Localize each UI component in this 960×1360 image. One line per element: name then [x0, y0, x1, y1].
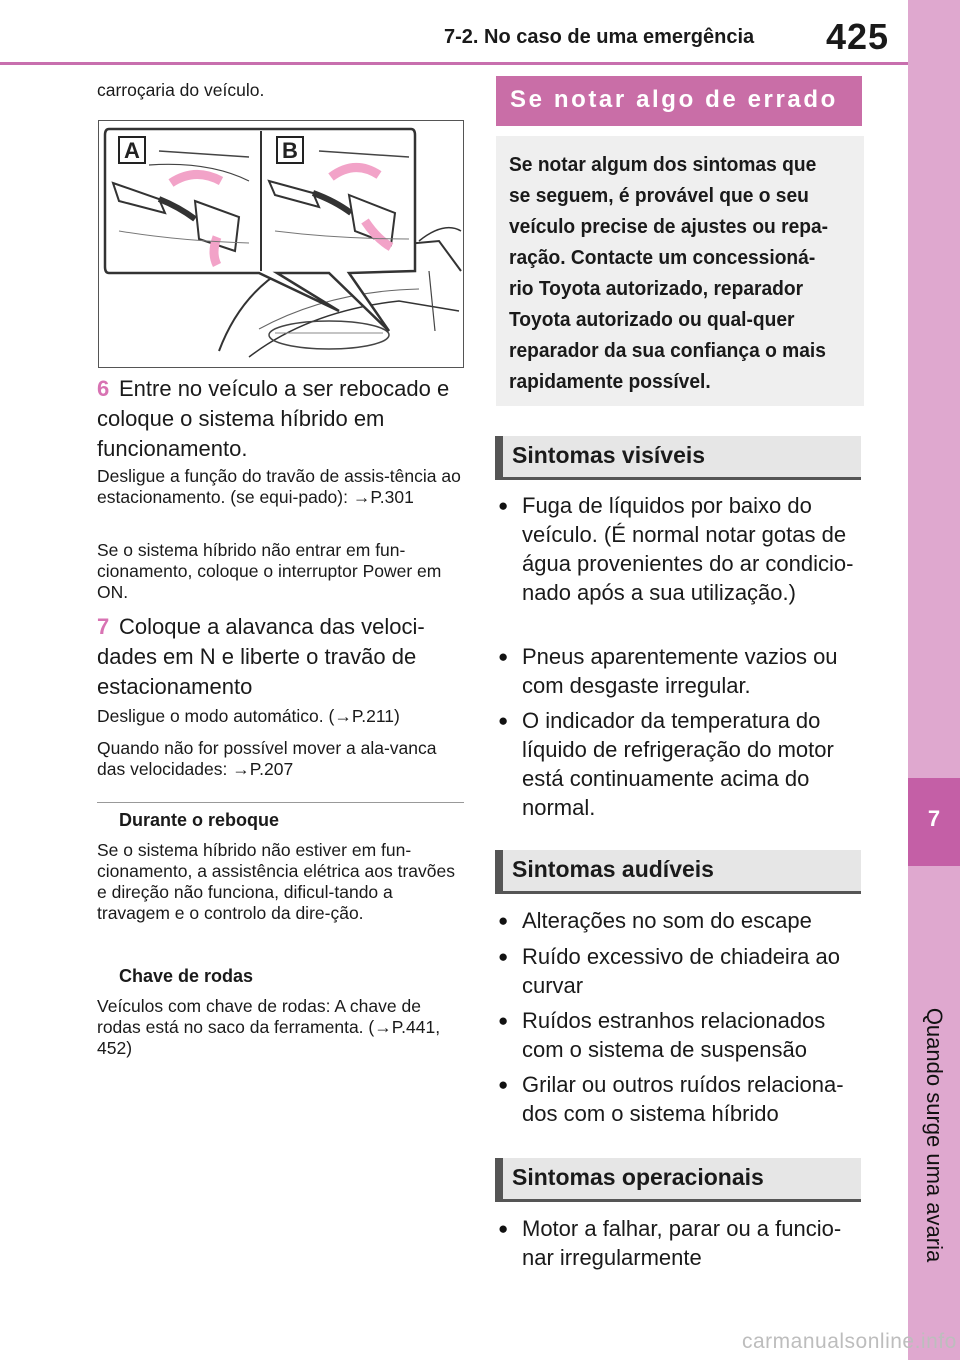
- list-item: ● Ruído excessivo de chiadeira ao curvar: [498, 942, 864, 1000]
- list-item: ● Fuga de líquidos por baixo do veículo. (É normal notar gotas de água provenientes do ar condicio-nado após a sua utilização.): [498, 491, 864, 607]
- chapter-title: Quando surge uma avaria: [922, 1007, 947, 1263]
- step-7-note-1: Desligue o modo automático. (→P.211): [97, 706, 400, 726]
- intro-text: carroçaria do veículo.: [97, 80, 265, 100]
- step-7-text: Coloque a alavanca das veloci-dades em N e liberte o travão de estacionamento: [97, 614, 425, 699]
- step-6: [97, 374, 467, 464]
- figure-label-b: B: [282, 138, 298, 163]
- chapter-number: 7: [927, 806, 941, 831]
- step-7-number: 7: [97, 614, 110, 639]
- list-item: ● Alterações no som do escape: [498, 906, 864, 935]
- audiveis-title: Sintomas audíveis: [512, 856, 714, 882]
- list-item: ● Grilar ou outros ruídos relaciona-dos com o sistema híbrido: [498, 1070, 864, 1128]
- step-6-text: Entre no veículo a ser rebocado e coloque o sistema híbrido em funcionamento.: [97, 376, 450, 461]
- section-title: 7-2. No caso de uma emergência: [444, 26, 755, 48]
- towing-eyelet-illustration: [98, 120, 464, 368]
- list-item: ● Pneus aparentemente vazios ou com desgaste irregular.: [498, 642, 864, 700]
- operacionais-title: Sintomas operacionais: [512, 1164, 764, 1190]
- reboque-heading: Durante o reboque: [119, 810, 280, 830]
- section-divider: [97, 802, 464, 803]
- reboque-text: Se o sistema híbrido não estiver em fun-cionamento, a assistência elétrica aos travões e direção não funciona, dificul-tando a travagem e o controlo da dire-ção.: [97, 840, 455, 923]
- side-tab-top: [908, 0, 960, 778]
- step-6-note-2: Se o sistema híbrido não entrar em fun-cionamento, coloque o interruptor Power em ON.: [97, 540, 442, 602]
- info-box-text: Se notar algum dos sintomas que se seguem, é provável que o seu veículo precise de ajustes ou repa-ração. Contacte um concessioná-rio Toyota autorizado, reparador Toyota autorizado ou qual-quer reparador da sua confiança o mais rapidamente possível.: [509, 154, 829, 393]
- chave-text: Veículos com chave de rodas: A chave de rodas está no saco da ferramenta. (→P.441, 452): [97, 996, 441, 1058]
- chave-heading: Chave de rodas: [119, 966, 254, 986]
- list-item: ● Motor a falhar, parar ou a funcio-nar irregularmente: [498, 1214, 864, 1272]
- step-7: [97, 612, 467, 702]
- step-6-note-1: Desligue a função do travão de assis-tência ao estacionamento. (se equi-pado): →P.301: [97, 466, 461, 507]
- watermark[interactable]: carmanualsonline.info: [742, 1330, 957, 1353]
- header-rule: [0, 62, 908, 65]
- visiveis-title: Sintomas visíveis: [512, 442, 706, 468]
- page-number: 425: [826, 16, 890, 57]
- figure-label-a: A: [124, 138, 140, 163]
- list-item: ● Ruídos estranhos relacionados com o sistema de suspensão: [498, 1006, 864, 1064]
- towing-eyelet-drawing: [99, 121, 463, 367]
- step-6-number: 6: [97, 376, 110, 401]
- step-7-note-2: Quando não for possível mover a ala-vanca das velocidades: →P.207: [97, 738, 437, 779]
- banner-title: Se notar algo de errado: [510, 86, 838, 113]
- list-item: ● O indicador da temperatura do líquido de refrigeração do motor está continuamente acima do normal.: [498, 706, 864, 822]
